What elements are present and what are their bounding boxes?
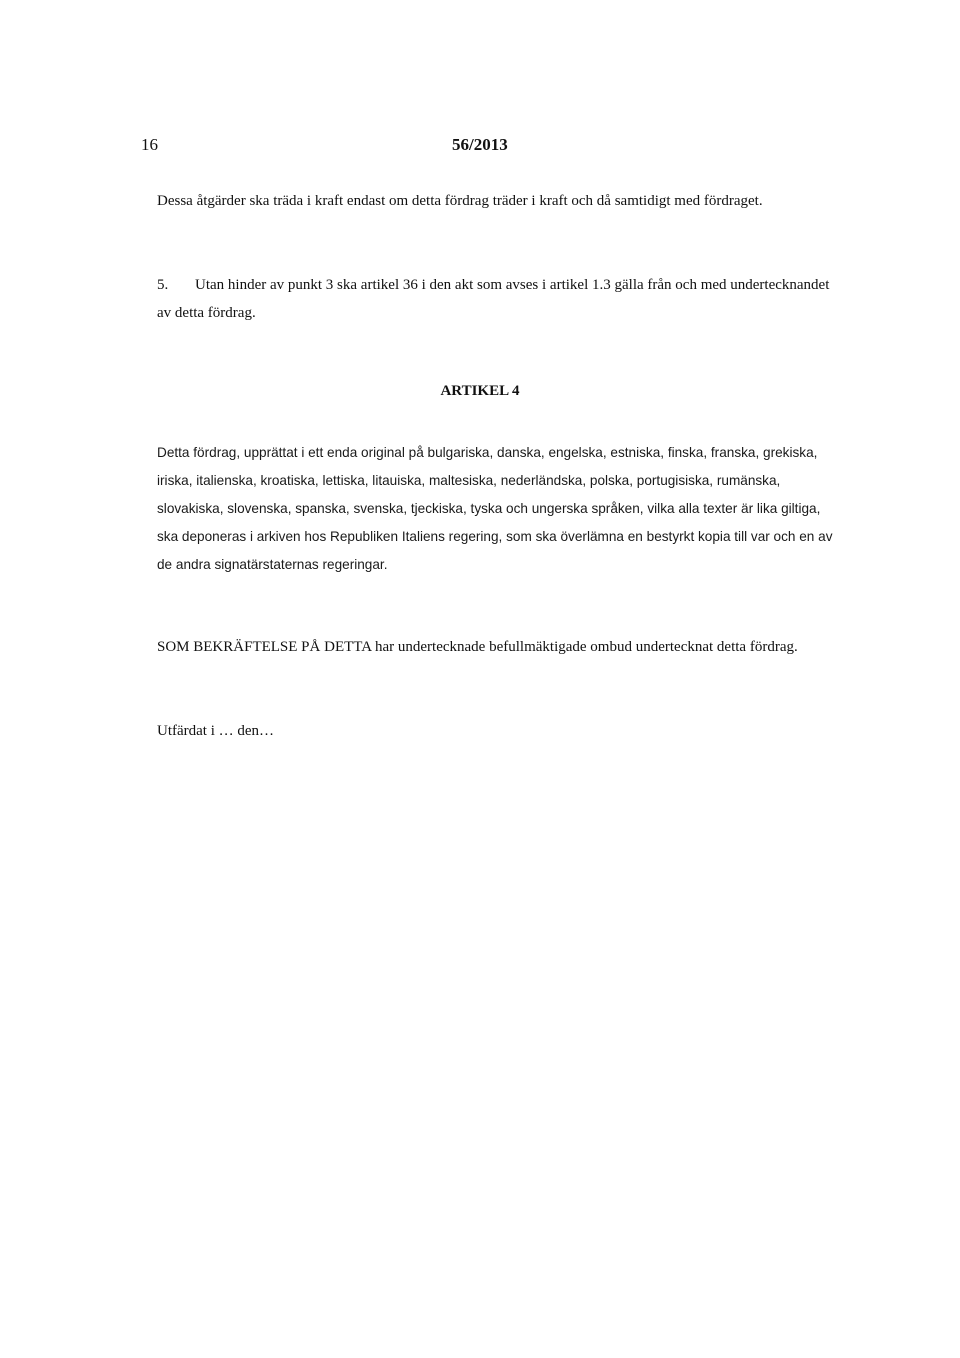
done-at-line: Utfärdat i … den…: [157, 723, 275, 739]
testimony-paragraph: SOM BEKRÄFTELSE PÅ DETTA har undertecknade befullmäktigade ombud undertecknat detta fördrag.: [157, 639, 798, 655]
paragraph-measures: Dessa åtgärder ska träda i kraft endast om detta fördrag träder i kraft och då samtidigt med fördraget.: [157, 193, 763, 209]
page-number: 16: [141, 135, 158, 154]
paragraph-point-5: [157, 271, 837, 327]
article-4-text: Detta fördrag, upprättat i ett enda original på bulgariska, danska, engelska, estniska, finska, franska, grekiska, iriska, italienska, kroatiska, lettiska, litauiska, maltesiska, nederländska, polska, portugisiska, rumänska, slovakiska, slovenska, spanska, svenska, tjeckiska, tyska och ungerska språken, vilka alla texter är lika giltiga, ska deponeras i arkiven hos Republiken Italiens regering, som ska överlämna en bestyrkt kopia till var och en av de andra signatärstaternas regeringar.: [157, 445, 833, 572]
point-number: 5.: [157, 277, 169, 293]
article-heading: ARTIKEL 4: [440, 383, 520, 399]
point-text: Utan hinder av punkt 3 ska artikel 36 i den akt som avses i artikel 1.3 gälla från och med undertecknandet av detta fördrag.: [157, 277, 830, 321]
document-number: 56/2013: [452, 135, 508, 154]
